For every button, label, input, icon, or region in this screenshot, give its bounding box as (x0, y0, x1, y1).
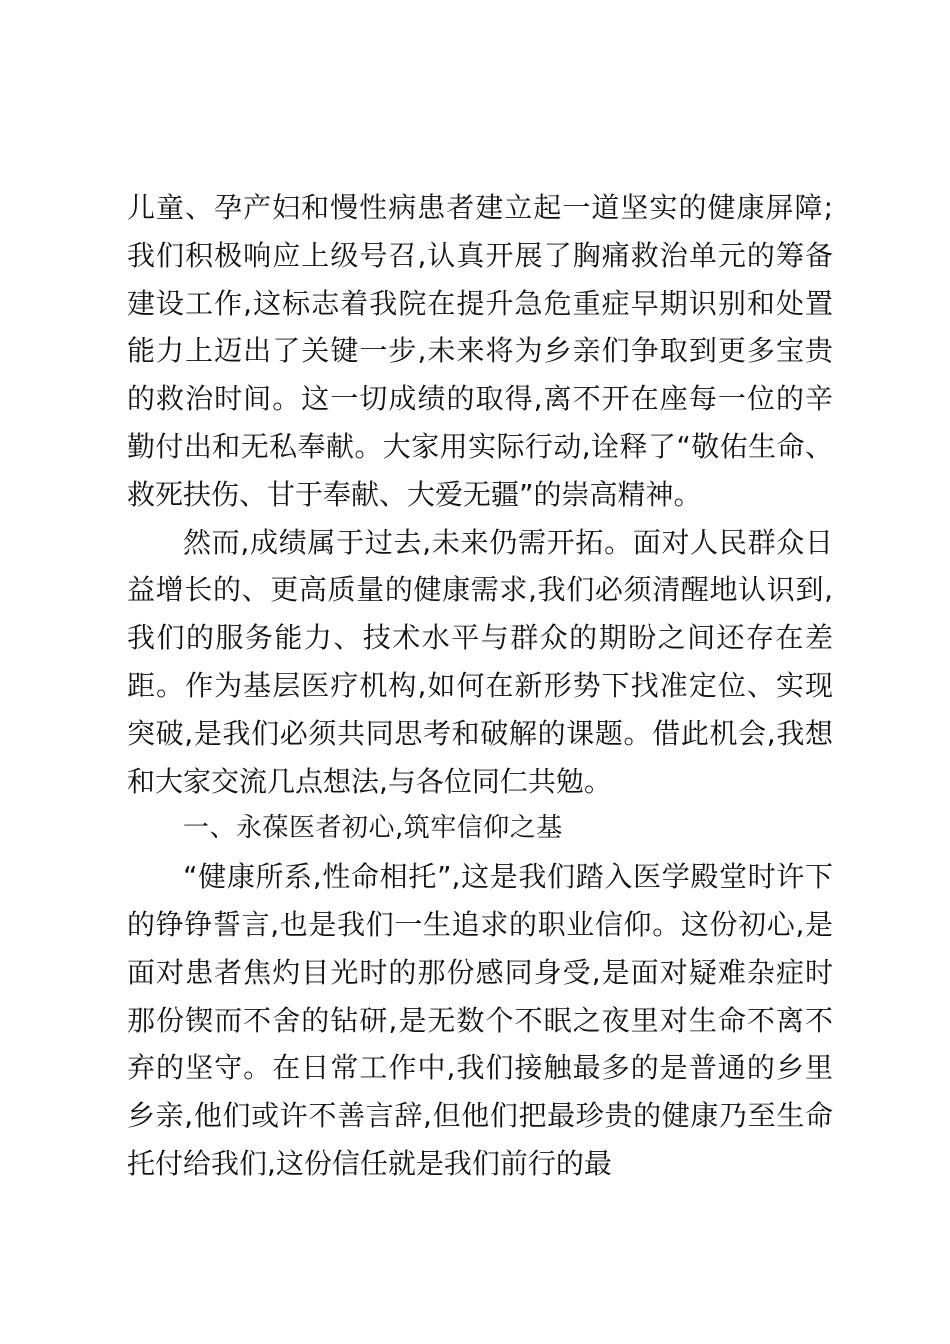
document-body (127, 184, 833, 1188)
paragraph-body: “健康所系,性命相托”,这是我们踏入医学殿堂时许下的铮铮誓言,也是我们一生追求的职业信仰。这份初心,是面对患者焦灼目光时的那份感同身受,是面对疑难杂症时那份锲而不舍的钻研,是无数个不眠之夜里对生命不离不弃的坚守。在日常工作中,我们接触最多的是普通的乡里乡亲,他们或许不善言辞,但他们把最珍贵的健康乃至生命托付给我们,这份信任就是我们前行的最 (127, 860, 833, 1180)
paragraph-body: 然而,成绩属于过去,未来仍需开拓。面对人民群众日益增长的、更高质量的健康需求,我们必须清醒地认识到,我们的服务能力、技术水平与群众的期盼之间还存在差距。作为基层医疗机构,如何在新形势下找准定位、实现突破,是我们必须共同思考和破解的课题。借此机会,我想和大家交流几点想法,与各位同仁共勉。 (127, 525, 833, 798)
paragraph-continuation: 儿童、孕产妇和慢性病患者建立起一道坚实的健康屏障;我们积极响应上级号召,认真开展了胸痛救治单元的筹备建设工作,这标志着我院在提升急危重症早期识别和处置能力上迈出了关键一步,未来将为乡亲们争取到更多宝贵的救治时间。这一切成绩的取得,离不开在座每一位的辛勤付出和无私奉献。大家用实际行动,诠释了“敬佑生命、救死扶伤、甘于奉献、大爱无疆”的崇高精神。 (127, 191, 833, 511)
section-heading: 一、永葆医者初心,筑牢信仰之基 (183, 813, 563, 844)
